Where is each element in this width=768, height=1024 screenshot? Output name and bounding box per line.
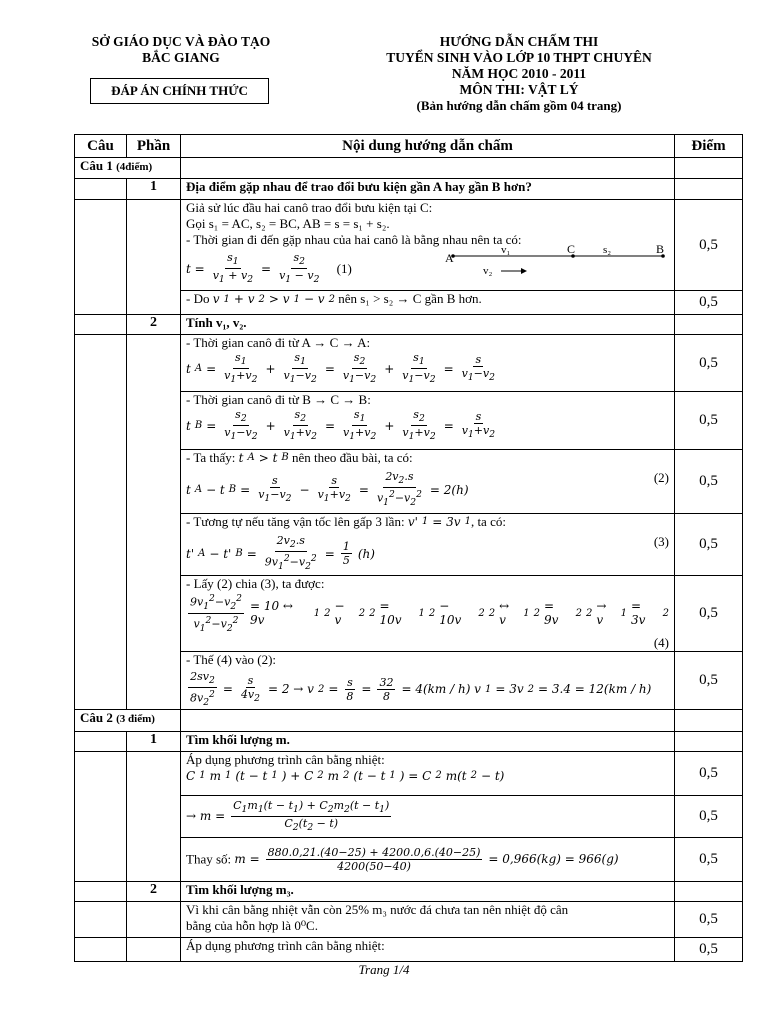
table-row [75, 751, 743, 795]
table-row [75, 315, 743, 335]
part-cell [127, 795, 181, 837]
table-row [75, 291, 743, 315]
header-noi-dung: Nội dung hướng dẫn chấm [181, 135, 675, 158]
header-department [58, 34, 304, 66]
formula [186, 470, 669, 509]
equation: m = $\frac{880.0,21.(40-25) + 4200.0,6.(40-25)}{4200(50-40)}$ = 0,966(kg) = 966(g) [234, 845, 619, 873]
part-number: 2 [127, 315, 181, 335]
label-b: B [656, 244, 665, 256]
cau-cell [75, 200, 127, 291]
content-line: - Thế (4) vào (2): [186, 651, 277, 667]
header-diem: Điểm [675, 135, 743, 158]
equation: C 1 m 1 (t − t 1 ) + C 2 m 2 (t − t 1 ) = C 2 m(t 2 − t) [186, 768, 505, 783]
content-text: - Tương tự nếu tăng vận tốc lên gấp 3 lần: [186, 514, 405, 529]
content-line: - Thời gian đi đến gặp nhau của hai canô là bằng nhau nên ta có: [186, 232, 522, 247]
subject: MÔN THI: VẬT LÝ [459, 82, 579, 97]
score: 0,5 [675, 291, 743, 315]
department-name: SỞ GIÁO DỤC VÀ ĐÀO TẠO [91, 34, 271, 49]
table-row [75, 179, 743, 200]
content-line: bằng của hỗn hợp là 0⁰C. [186, 917, 318, 933]
content-line: Vì khi cân bằng nhiệt vẫn còn 25% m₃ nước đá chưa tan nên nhiệt độ cân [186, 901, 569, 917]
score: 0,5 [675, 751, 743, 795]
position-diagram [443, 244, 673, 280]
table-row [75, 937, 743, 961]
score: 0,5 [675, 514, 743, 576]
q1-empty [181, 158, 675, 179]
cau-cell [75, 392, 127, 450]
content-cell [181, 751, 675, 795]
equation-number: (2) [653, 470, 669, 485]
equation: $\frac{2sv_2}{8v_2^2}$ = $\frac{s}{4v_2}$ = 2 → v 2 = $\frac{s}{8}$ = $\frac{32}{8}$ = 4(km / h) v 1 = 3v 2 = 3.4 = 12(km / h) [190, 669, 652, 708]
part-cell [127, 901, 181, 937]
content-cell [181, 335, 675, 392]
cau-cell [75, 576, 127, 652]
cau-cell [75, 651, 127, 709]
doc-title: HƯỚNG DẪN CHẤM THI [439, 34, 599, 49]
table-row [75, 731, 743, 751]
cau-cell [75, 514, 127, 576]
cau-cell [75, 335, 127, 392]
header-cau: Câu [75, 135, 127, 158]
row-title: Tính v₁, v₂. [181, 315, 675, 335]
table-row [75, 576, 743, 652]
table-row [75, 200, 743, 291]
table-row [75, 795, 743, 837]
content-cell [181, 576, 675, 652]
part-number: 1 [127, 731, 181, 751]
cau-cell [75, 881, 127, 901]
official-answer-stamp: ĐÁP ÁN CHÍNH THỨC [90, 78, 269, 104]
row-title: Tìm khối lượng m. [181, 731, 675, 751]
label-c: C [567, 244, 576, 256]
cau-cell [75, 450, 127, 514]
formula [186, 592, 669, 650]
row-title: Tìm khối lượng m₃. [181, 881, 675, 901]
equation-number: (4) [653, 634, 669, 650]
province-name: BẮC GIANG [142, 50, 220, 65]
part-number: 2 [127, 881, 181, 901]
equation-number: (1) [336, 260, 352, 276]
row-title: Địa điểm gặp nhau để trao đổi bưu kiện gần A hay gần B hơn? [181, 179, 675, 200]
score: 0,5 [675, 795, 743, 837]
part-number: 1 [127, 179, 181, 200]
label-s2: s₂ [603, 244, 612, 256]
q1-empty-score [675, 158, 743, 179]
equation-number: (3) [653, 534, 669, 549]
question-1-row [75, 158, 743, 179]
cau-cell [75, 291, 127, 315]
arrowhead-v2 [521, 268, 527, 274]
content-cell [181, 450, 675, 514]
table-row [75, 881, 743, 901]
cau-cell [75, 901, 127, 937]
content-line [186, 514, 669, 530]
score: 0,5 [675, 837, 743, 881]
inequality: v 1 + v 2 > v 1 − v 2 [212, 292, 335, 306]
table-row [75, 837, 743, 881]
content-cell [181, 651, 675, 709]
equation: → m = $\frac{C_1m_1(t - t_1) + C_2m_2(t - t_1)}{C_2(t_2 - t)}$ [186, 798, 390, 833]
part-cell [127, 651, 181, 709]
cau-cell [75, 795, 127, 837]
question-2-row [75, 709, 743, 731]
page-count-note: (Bản hướng dẫn chấm gồm 04 trang) [416, 98, 622, 113]
equation: t A = $\frac{s_1}{v_1+v_2}$ + $\frac{s_1}{v_1-v_2}$ = $\frac{s_2}{v_1-v_2}$ + $\frac{s_1}{v_1-v_2}$ = $\frac{s}{v_1-v_2}$ [186, 351, 495, 386]
cau-cell [75, 179, 127, 200]
grading-table [74, 134, 743, 962]
table-row [75, 901, 743, 937]
q1-label-text: Câu 1 [80, 158, 113, 173]
equation: t = $\frac{s_1}{v_1 + v_2}$ = $\frac{s_2}{v_1 - v_2}$ [186, 251, 320, 286]
cau-cell [75, 937, 127, 961]
label-a: A [445, 251, 454, 265]
inline-math: v' 1 = 3v 1 [407, 515, 471, 529]
content-cell: Áp dụng phương trình cân bằng nhiệt: [181, 937, 675, 961]
inline-math: t A > t B [238, 451, 289, 465]
content-text: Thay số: [186, 851, 232, 867]
part-cell [127, 200, 181, 291]
equation: t' A − t' B = $\frac{2v_2.s}{9v_1^2-v_2^2}$ = $\frac{1}{5}$ (h) [186, 534, 375, 573]
cau-cell [75, 315, 127, 335]
score: 0,5 [675, 651, 743, 709]
table-row [75, 392, 743, 450]
content-cell [181, 291, 675, 315]
header-title-block [338, 34, 700, 114]
content-cell [181, 514, 675, 576]
score: 0,5 [675, 335, 743, 392]
part-cell [127, 751, 181, 795]
content-text: - Do [186, 291, 210, 306]
content-line: - Lấy (2) chia (3), ta được: [186, 576, 325, 591]
part-cell [127, 392, 181, 450]
part-cell [127, 576, 181, 652]
content-line: Gọi s₁ = AC, s₂ = BC, AB = s = s₁ + s₂. [186, 216, 390, 231]
content-line: Áp dụng phương trình cân bằng nhiệt: [186, 751, 385, 767]
doc-subtitle: TUYỂN SINH VÀO LỚP 10 THPT CHUYÊN [386, 50, 652, 65]
content-cell [181, 200, 675, 291]
equation: t A − t B = $\frac{s}{v_1-v_2}$ − $\frac{s}{v_1+v_2}$ = $\frac{2v_2.s}{v_1^2-v_2^2}$ = 2(h) [186, 470, 469, 509]
q2-points: (3 điểm) [116, 712, 155, 725]
part-cell [127, 937, 181, 961]
equation: $\frac{9v_1^2-v_2^2}{v_1^2-v_2^2}$ = 10 ↔ 9v 1 2 − v 2 2 = 10v 1 2 − 10v 2 2 ↔ v 1 2 = 9v 2 2 → v 1 = 3v 2 [190, 593, 669, 634]
score-empty [675, 315, 743, 335]
score: 0,5 [675, 937, 743, 961]
q2-empty-score [675, 709, 743, 731]
cau-cell [75, 731, 127, 751]
score-empty [675, 881, 743, 901]
content-text: nên s₁ > s₂ → C gần B hơn. [338, 291, 482, 306]
score: 0,5 [675, 901, 743, 937]
content-line: - Thời gian canô đi từ B → C → B: [186, 392, 371, 407]
content-cell [181, 901, 675, 937]
table-row [75, 450, 743, 514]
content-cell [181, 837, 675, 881]
formula [186, 534, 669, 573]
content-cell [181, 795, 675, 837]
content-line: Giả sử lúc đầu hai canô trao đổi bưu kiện tại C: [186, 200, 433, 215]
q2-empty [181, 709, 675, 731]
header-phan: Phần [127, 135, 181, 158]
q1-points: (4điểm) [116, 161, 153, 173]
question-2-label [75, 709, 181, 731]
q2-label-text: Câu 2 [80, 709, 113, 725]
part-cell [127, 837, 181, 881]
content-text: - Ta thấy: [186, 450, 236, 465]
score-empty [675, 731, 743, 751]
label-v1: v₁ [501, 244, 511, 256]
content-text: nên theo đầu bài, ta có: [292, 450, 413, 465]
equation: t B = $\frac{s_2}{v_1-v_2}$ + $\frac{s_2}{v_1+v_2}$ = $\frac{s_1}{v_1+v_2}$ + $\frac{s_2}{v_1+v_2}$ = $\frac{s}{v_1+v_2}$ [186, 408, 496, 443]
content-cell [181, 392, 675, 450]
content-line: - Thời gian canô đi từ A → C → A: [186, 335, 371, 350]
score: 0,5 [675, 200, 743, 291]
content-line [186, 450, 669, 466]
score: 0,5 [675, 576, 743, 652]
part-cell [127, 335, 181, 392]
label-v2: v₂ [483, 265, 493, 277]
score: 0,5 [675, 450, 743, 514]
table-row [75, 651, 743, 709]
question-1-label [75, 158, 181, 179]
table-row [75, 514, 743, 576]
score: 0,5 [675, 392, 743, 450]
table-header-row [75, 135, 743, 158]
part-cell [127, 450, 181, 514]
school-year: NĂM HỌC 2010 - 2011 [451, 66, 587, 81]
score-empty [675, 179, 743, 200]
part-cell [127, 514, 181, 576]
cau-cell [75, 751, 127, 795]
cau-cell [75, 837, 127, 881]
part-cell [127, 291, 181, 315]
page-footer: Trang 1/4 [358, 962, 410, 977]
content-text: , ta có: [470, 514, 506, 529]
table-row [75, 335, 743, 392]
